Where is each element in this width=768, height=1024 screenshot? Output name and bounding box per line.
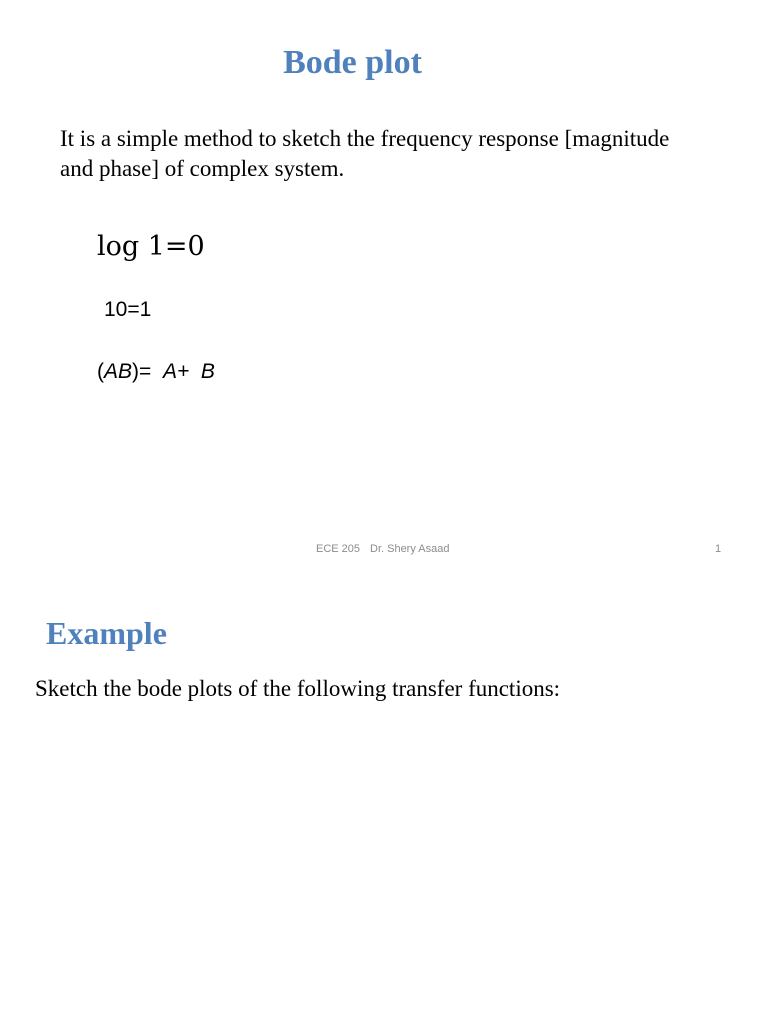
formula-ten: 10=1: [104, 298, 152, 321]
formula-a: A+: [162, 360, 190, 383]
body-text: Sketch the bode plots of the following transfer functions:: [35, 676, 561, 701]
formula-log-product: [97, 360, 215, 384]
formula-log-one: log 1=0: [97, 231, 205, 262]
formula-b: B: [200, 360, 215, 383]
slide-title: Example: [46, 615, 167, 651]
footer-page-number: 1: [715, 543, 722, 555]
formula-open-paren: (: [97, 360, 104, 383]
formula-ab: AB: [104, 360, 133, 383]
slide-2: [0, 570, 768, 1024]
slide-title: Bode plot: [283, 44, 422, 81]
footer-author: Dr. Shery Asaad: [370, 543, 450, 555]
intro-text: It is a simple method to sketch the frequency response [magnitude and phase] of complex system.: [60, 126, 670, 181]
formula-close-paren: )=: [132, 360, 152, 383]
footer-course: ECE 205: [316, 543, 361, 555]
